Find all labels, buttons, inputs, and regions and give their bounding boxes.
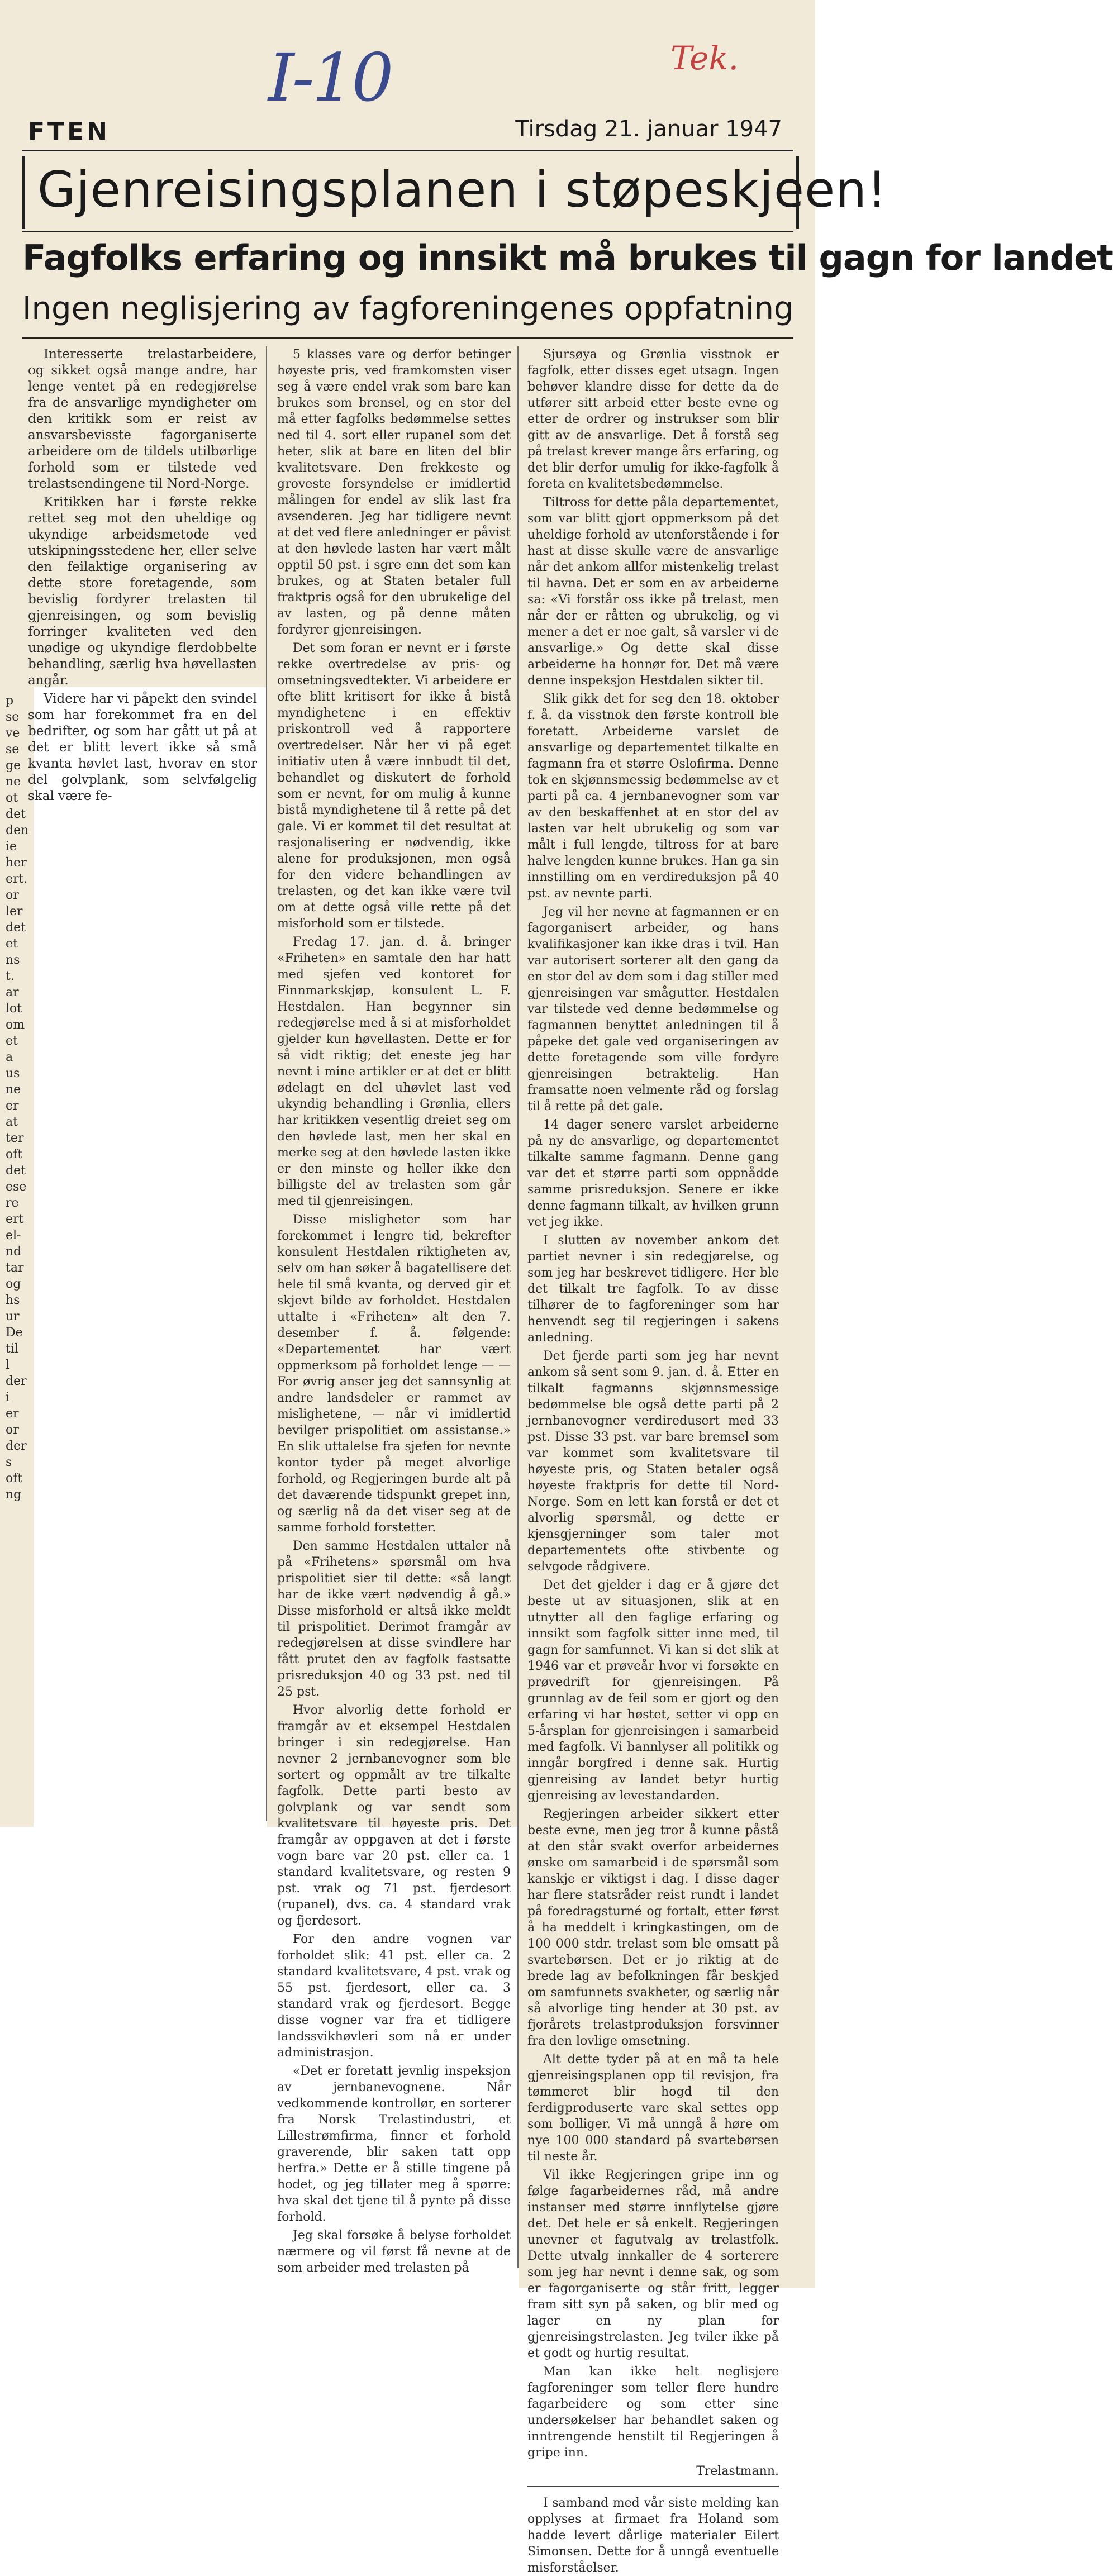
headline: Gjenreisingsplanen i støpeskjeen!	[37, 161, 888, 218]
fragment-line: se	[6, 742, 20, 756]
paragraph: Det det gjelder i dag er å gjøre det beste ut av situasjonen, slik at en utnytter all den faglige erfaring og innsikt som fagfolk sitter inne med, til gagn for samfunnet. Vi kan si det slik at 1946 var et prøveår hvor vi forsøkte en prøvedrift for gjenreisingen. På grunnlag av de feil som er gjort og den erfaring vi har høstet, setter vi opp en 5-årsplan for gjenreisingen i samarbeid med fagfolk. Vi bannlyser all politikk og inngår borgfred i denne sak. Hurtig gjenreising av landet betyr hurtig gjenreising av levestandarden.	[527, 1578, 779, 1803]
fragment-line: us	[6, 1066, 20, 1080]
fragment-line: l	[6, 1358, 10, 1372]
fragment-line: lot	[6, 1002, 22, 1016]
fragment-line: ng	[6, 1488, 22, 1502]
fragment-line: den	[6, 823, 29, 837]
fragment-line: ert	[6, 1212, 24, 1226]
fragment-line: hs	[6, 1293, 20, 1307]
column-divider	[517, 346, 519, 2268]
masthead-rule	[22, 150, 793, 151]
fragment-line: ert.	[6, 872, 28, 886]
paragraph: Det fjerde parti som jeg har nevnt ankom så sent som 9. jan. d. å. Etter en tilkalt fagmanns skjønnsmessige bedømmelse ble også dette parti på 2 jernbanevogner verdiredusert med 33 pst. Disse 33 pst. var bare bremsel som var kommet som kvalitetsvare til høyeste pris, og Staten betaler også høyeste fraktpris for dette til Nord-Norge. Som en lett kan forstå er det et alvorlig spørsmål, og dette er kjensgjerninger som taler mot departementets ofte stivbente og selvgode rådgivere.	[527, 1349, 779, 1574]
paragraph: Slik gikk det for seg den 18. oktober f. å. da visstnok den første kontroll ble foretatt. Arbeiderne varslet de ansvarlige og departementet tilkalte en fagmann fra et større Oslofirma. Denne tok en skjønnsmessig bedømmelse av et parti på ca. 4 jernbanevogner som var av den beskaffenhet at en stor del av lasten var helt ubrukelig og som var målt i full lengde, tiltross for at bare halve lengden kunne brukes. Han ga sin innstilling om en verdireduksjon på 40 pst. av nevnte parti.	[527, 692, 779, 901]
fragment-line: om	[6, 1018, 25, 1032]
fragment-line: se	[6, 710, 20, 724]
deck-heading: Ingen neglisjering av fagforeningenes oppfatning	[22, 291, 794, 327]
paragraph: Kritikken har i første rekke rettet seg mot den uheldige og ukyndige arbeidsmetode ved utskipningsstedene her, eller selve den feilaktige organisering av dette store foretagende, som bevislig fordyrer trelasten til gjenreisingen, og som bevislig forringer kvaliteten ved den unødige og ukyndige flerdobbelte behandling, særlig hva høvellasten angår.	[28, 495, 257, 688]
fragment-line: er	[6, 1407, 19, 1421]
fragment-line: et	[6, 1034, 18, 1048]
paragraph: I slutten av november ankom det partiet nevner i sin redegjørelse, og som jeg har beskrevet tidligere. Her ble det tilkalt tre fagfolk. To av disse tilhører de to fagforeninger som har henvendt seg til regjeringen i sakens anledning.	[527, 1234, 779, 1345]
paragraph: Det som foran er nevnt er i første rekke overtredelse av pris- og omsetningsvedtekter. Vi arbeidere er ofte blitt kritisert for ikke å bistå myndighetene i en effektiv priskontroll ved å rapportere overtredelser. Når her vi på eget initiativ uten å være innbudt til det, behandlet og diskutert de forhold som er nevnt, for om mulig å kunne bistå myndighetene til å rette på det gale. Vi er kommet til det resultat at rasjonalisering er nødvendig, ikke alene for produksjonen, men også for den videre behandlingen av trelasten, og det kan ikke være tvil om at dette også ville rette på det misforhold som er tilstede.	[277, 641, 511, 931]
fragment-line: el-	[6, 1229, 21, 1242]
paragraph: Jeg skal forsøke å belyse forholdet nærmere og vil først få nevne at de som arbeider med trelasten på	[277, 2229, 511, 2275]
fragment-line: at	[6, 1115, 18, 1129]
paragraph: Tiltross for dette påla departementet, som var blitt gjort oppmerksom på det uheldige forhold av utenforstående i for hast at disse skulle være de ansvarlige når det ankom allfor mistenkelig trelast til havna. Det er som en av arbeiderne sa: «Vi forstår oss ikke på trelast, men når der er råtten og ubrukelig, og vi mener a det er noe galt, så varsler vi de ansvarlige.» Og dette skal disse arbeiderne ha honnør for. Det må være denne inspeksjon Hestdalen sikter til.	[527, 496, 779, 688]
paragraph: Disse misligheter som har forekommet i lengre tid, bekrefter konsulent Hestdalen riktigheten av, selv om han søker å bagatellisere det hele til små kvanta, og derved gir et skjevt bilde av forholdet. Hestdalen uttalte i «Friheten» alt den 7. desember f. å. følgende: «Departementet har vært oppmerksom på forholdet lenge — — For øvrig anser jeg det sannsynlig at andre landsdeler er rammet av mislighetene, — når vi imidlertid bevilger prispolitiet om assistanse.» En slik uttalelse fra sjefen for nevnte kontor tyder på meget alvorlige forhold, og Regjeringen burde alt på det daværende tidspunkt grepet inn, og særlig nå da det viser seg at de samme forhold forstetter.	[277, 1213, 511, 1535]
paragraph: Interesserte trelastarbeidere, og sikket også mange andre, har lenge ventet på en redegjørelse fra de ansvarlige myndigheter om den kritikk som er reist av ansvarsbevisste fagorganiserte arbeidere om de tildels utilbørlige forhold som er tilstede ved trelastsendingene til Nord-Norge.	[28, 347, 257, 491]
paragraph: Jeg vil her nevne at fagmannen er en fagorganisert arbeider, og hans kvalifikasjoner kan ikke dras i tvil. Han var autorisert sorterer alt den gang da en stor del av dem som i dag stiller med gjenreisingen var smågutter. Hestdalen var tilstede ved denne bedømmelse og fagmannen benyttet anledningen til å påpeke det gale ved organiseringen av dette foretagende som ville fordyre gjenreisingen betraktelig. Han framsatte noen velmente råd og forslag til å rette på det gale.	[527, 905, 779, 1113]
fragment-line: tar	[6, 1261, 24, 1275]
paragraph: Vil ikke Regjeringen gripe inn og følge fagarbeidernes råd, må andre instanser med større innflytelse gjøre det. Det hele er så enkelt. Regjeringen unevner et fagutvalg av trelastfolk. Dette utvalg innkaller de 4 sorterere som jeg har nevnt i denne sak, og som er fagorganiserte og står fritt, legger fram sitt syn på saken, og blir med og lager en ny plan for gjenreisingstrelasten. Jeg tviler ikke på et godt og hurtig resultat.	[527, 2168, 779, 2360]
fragment-line: ot	[6, 791, 18, 805]
masthead	[28, 112, 782, 151]
column-divider	[266, 346, 267, 1821]
fragment-line: ar	[6, 985, 19, 999]
issue-date: Tirsdag 21. januar 1947	[515, 116, 782, 142]
fragment-line: der	[6, 1439, 27, 1453]
article-column-2	[277, 346, 511, 2275]
paragraph: Videre har vi påpekt den svindel som har forekommet fra en del bedrifter, og som har gått ut på at det er blitt levert ikke så små kvanta høvlet last, hvorav en stor del golvplank, som selvfølgelig skal være fe-	[28, 692, 257, 803]
fragment-line: re	[6, 1196, 19, 1210]
paragraph: Sjursøya og Grønlia visstnok er fagfolk, etter disses eget utsagn. Ingen behøver klandre disse for dette da de utfører sitt arbeid etter beste evne og etter de ordrer og instrukser som blir gitt av de ansvarlige. Det å forstå seg på trelast krever mange års erfaring, og det blir derfor umulig for ikke-fagfolk å foreta en kvalitetsbedømmelse.	[527, 347, 779, 491]
fragment-line: s	[6, 1455, 12, 1469]
torn-out-area	[34, 687, 267, 1827]
fragment-line: ge	[6, 759, 21, 773]
fragment-line: ne	[6, 1083, 21, 1097]
subheadline: Fagfolks erfaring og innsikt må brukes til gagn for landet	[22, 237, 1113, 278]
paragraph: 14 dager senere varslet arbeiderne på ny de ansvarlige, og departementet tilkalte samme fagmann. Denne gang var det et større parti som oppnådde samme prisreduksjon. Senere er ikke denne fagmann tilkalt, av hvilken grunn vet jeg ikke.	[527, 1118, 779, 1229]
fragment-line: ter	[6, 1131, 24, 1145]
fragment-line: ve	[6, 726, 20, 740]
paper-name-fragment: FTEN	[28, 117, 110, 146]
fragment-line: ns	[6, 953, 20, 967]
editorial-note: I samband med vår siste melding kan opplyses at firmaet fra Holand som hadde levert dårlige materialer Eilert Simonsen. Dette for å unngå eventuelle misforståelser.	[527, 2496, 779, 2575]
paragraph: For den andre vognen var forholdet slik: 41 pst. eller ca. 2 standard kvalitetsvare, 4 pst. vrak og 55 pst. fjerdesort, eller ca. 3 standard vrak og fjerdesort. Begge disse vogner var fra et tidligere landssvikhøvleri som nå er under administrasjon.	[277, 1932, 511, 2060]
fragment-line: ler	[6, 904, 23, 918]
fragment-line: her	[6, 856, 27, 870]
deck-rule	[22, 337, 793, 339]
headline-box	[22, 156, 888, 229]
fragment-line: ese	[6, 1180, 27, 1194]
paragraph: «Det er foretatt jevnlig inspeksjon av jernbanevognene. Når vedkommende kontrollør, en sorterer fra Norsk Trelastindustri, et Lillestrømfirma, finner et forhold graverende, blir saken tatt opp herfra.» Dette er å stille tingene på hodet, og jeg tillater meg å spørre: hva skal det tjene til å pynte på disse forhold.	[277, 2064, 511, 2224]
fragment-line: er	[6, 1099, 19, 1113]
fragment-line: or	[6, 1423, 19, 1437]
paragraph: Hvor alvorlig dette forhold er framgår av et eksempel Hestdalen bringer i sin redegjørelse. Han nevner 2 jernbanevogner som ble sortert og oppmålt av tre tilkalte fagfolk. Dette parti besto av golvplank og var sendt som kvalitetsvare til høyeste pris. Det framgår av oppgaven at det i første vogn bare var 20 pst. eller ca. 1 standard kvalitetsvare, og resten 9 pst. vrak og 71 pst. fjerdesort (rupanel), dvs. ca. 4 standard vrak og fjerdesort.	[277, 1703, 511, 1928]
fragment-line: og	[6, 1277, 21, 1291]
fragment-line: t.	[6, 969, 15, 983]
paragraph: 5 klasses vare og derfor betinger høyeste pris, ved framkomsten viser seg å være endel vrak som bare kan brukes som brensel, og en stor del må etter fagfolks bedømmelse settes ned til 4. sort eller rupanel som det heter, slik at bare en liten del blir kvalitetsvare. Den frekkeste og groveste forsyndelse er imidlertid målingen for endel av slik last fra avsenderen. Jeg har tidligere nevnt at det ved flere anledninger er påvist at den høvlede lasten har vært målt opptil 50 pst. i sgre enn det som kan brukes, og at Staten betaler full fraktpris også for den ubrukelige del av lasten, og på denne måten fordyrer gjenreisingen.	[277, 347, 511, 637]
fragment-line: De	[6, 1326, 23, 1340]
fragment-line: ur	[6, 1310, 20, 1323]
article-column-3	[527, 346, 779, 2575]
fragment-line: p	[6, 694, 14, 708]
fragment-line: i	[6, 1391, 10, 1404]
fragment-line: et	[6, 937, 18, 951]
paragraph: Fredag 17. jan. d. å. bringer «Friheten» en samtale den har hatt med sjefen ved kontoret for Finnmarkskjøp, konsulent L. F. Hestdalen. Han begynner sin redegjørelse med å si at misforholdet gjelder kun høvellasten. Dette er for så vidt riktig; det eneste jeg har nevnt i mine artikler er at det er blitt ødelagt en del uhøvlet last ved ukyndig behandling i Grønlia, ellers har kritikken vesentlig dreiet seg om den høvlede last, men her skal en merke seg at den høvlede lasten ikke er den minste og heller ikke den billigste del av trelasten som går med til gjenreisingen.	[277, 935, 511, 1208]
fragment-line: oft	[6, 1147, 23, 1161]
handwritten-red-mark: Tek.	[670, 39, 739, 77]
fragment-line: ne	[6, 775, 21, 789]
note-divider	[527, 2486, 779, 2487]
fragment-line: til	[6, 1342, 18, 1356]
paragraph: Man kan ikke helt neglisjere fagforeninger som teller flere hundre fagarbeidere og som etter sine undersøkelser har behandlet saken og inntrengende henstilt til Regjeringen å gripe inn.	[527, 2365, 779, 2460]
fragment-line: det	[6, 807, 26, 821]
fragment-line: det	[6, 1164, 26, 1178]
fragment-line: oft	[6, 1472, 23, 1485]
paragraph: Regjeringen arbeider sikkert etter beste evne, men jeg tror å kunne påstå at den står svakt overfor arbeidernes ønske om samarbeid i de spørsmål som kanskje er viktigst i dag. I disse dager har flere statsråder reist rundt i landet på foredragsturné og fortalt, etter først å ha meddelt i kringkastingen, om de 100 000 stdr. trelast som ble omsatt på svartebørsen. Det er jo riktig at de brede lag av befolkningen får beskjed om samfunnets svakheter, og særlig når så alvorlige ting hender at 30 pst. av fjorårets trelastproduksjon forsvinner fra den lovlige omsetning.	[527, 1807, 779, 2048]
fragment-line: der	[6, 1374, 27, 1388]
fragment-line: nd	[6, 1245, 22, 1259]
torn-fragment-text	[6, 693, 32, 1821]
fragment-line: ie	[6, 840, 17, 854]
headline-rule	[22, 231, 793, 232]
paragraph: Alt dette tyder på at en må ta hele gjenreisingsplanen opp til revisjon, fra tømmeret blir hogd til den ferdigproduserte vare skal settes opp som bolliger. Vi må unngå å høre om nye 100 000 standard på svartebørsen til neste år.	[527, 2053, 779, 2164]
paragraph: Den samme Hestdalen uttaler nå på «Frihetens» spørsmål om hva prispolitiet sier til dette: «så langt har de ikke vært nødvendig å gå.» Disse misforhold er altså ikke meldt til prispolitiet. Derimot framgår av redegjørelsen at disse svindlere har fått prutet den av fagfolk fastsatte prisreduksjon 40 og 33 pst. ned til 25 pst.	[277, 1539, 511, 1699]
article-column-1	[28, 346, 257, 803]
fragment-line: or	[6, 888, 19, 902]
handwritten-archive-mark: I-10	[268, 39, 392, 116]
fragment-line: a	[6, 1050, 13, 1064]
fragment-line: det	[6, 921, 26, 935]
signature: Trelastmann.	[696, 2464, 779, 2478]
